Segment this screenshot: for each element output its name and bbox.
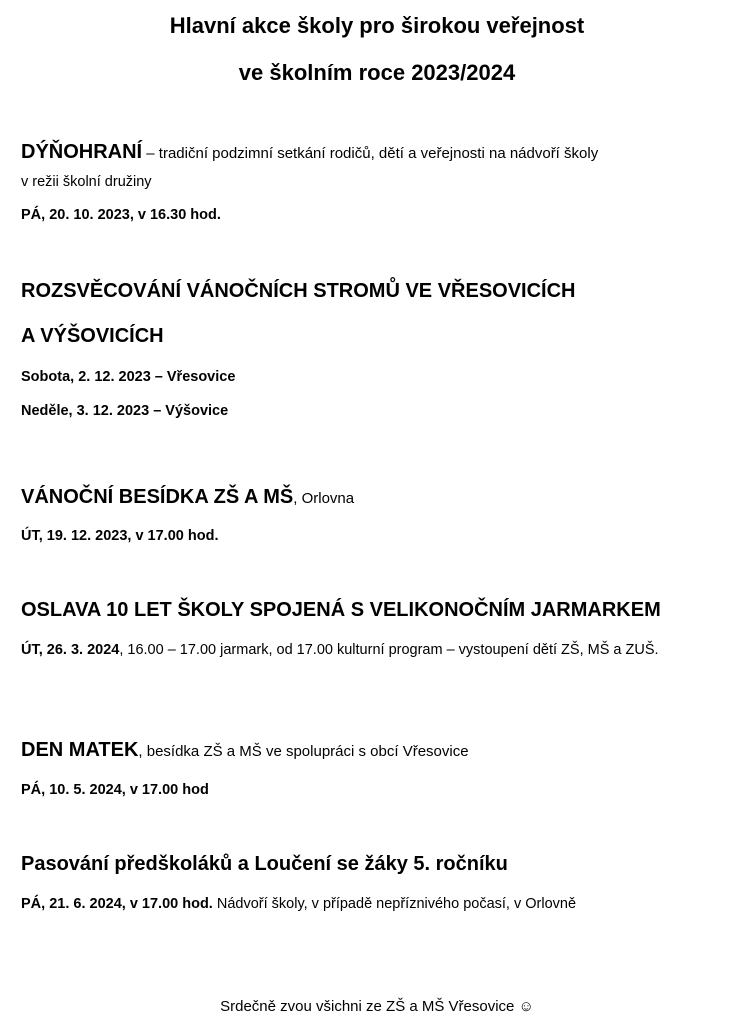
event-date: ÚT, 19. 12. 2023, v 17.00 hod. xyxy=(21,528,219,544)
event-date: Neděle, 3. 12. 2023 – Výšovice xyxy=(21,403,229,419)
event-title: ROZSVĚCOVÁNÍ VÁNOČNÍCH STROMŮ VE VŘESOVICÍCH xyxy=(21,280,576,302)
event-besidka xyxy=(21,484,354,512)
footer-text: Srdečně zvou všichni ze ZŠ a MŠ Vřesovice ☺ xyxy=(220,998,534,1015)
event-den-matek xyxy=(21,737,469,765)
event-detail-block xyxy=(21,894,576,914)
page-title-line1: Hlavní akce školy pro širokou veřejnost xyxy=(169,13,585,38)
event-description: , Orlovna xyxy=(293,490,355,507)
event-date: PÁ, 20. 10. 2023, v 16.30 hod. xyxy=(21,207,221,223)
event-title: DÝŇOHRANÍ xyxy=(21,141,143,163)
event-date: PÁ, 10. 5. 2024, v 17.00 hod xyxy=(21,782,209,798)
event-date: PÁ, 21. 6. 2024, v 17.00 hod. xyxy=(21,896,213,912)
event-detail-block xyxy=(21,640,721,660)
event-dynohrani xyxy=(21,139,598,167)
event-title-cont: A VÝŠOVICÍCH xyxy=(21,325,164,347)
event-date: ÚT, 26. 3. 2024 xyxy=(21,642,120,658)
event-description: , besídka ZŠ a MŠ ve spolupráci s obcí Vřesovice xyxy=(138,743,469,760)
event-title: OSLAVA 10 LET ŠKOLY SPOJENÁ S VELIKONOČNÍM JARMARKEM xyxy=(21,599,661,621)
event-date: Sobota, 2. 12. 2023 – Vřesovice xyxy=(21,369,236,385)
event-title: VÁNOČNÍ BESÍDKA ZŠ A MŠ xyxy=(21,486,294,508)
event-title: Pasování předškoláků a Loučení se žáky 5. ročníku xyxy=(21,853,508,875)
event-detail: , 16.00 – 17.00 jarmark, od 17.00 kulturní program – vystoupení dětí ZŠ, MŠ a ZUŠ. xyxy=(119,642,659,658)
event-detail: Nádvoří školy, v případě nepříznivého počasí, v Orlovně xyxy=(212,896,577,912)
page-title-line2: ve školním roce 2023/2024 xyxy=(238,60,516,85)
event-description: – tradiční podzimní setkání rodičů, dětí a veřejnosti na nádvoří školy xyxy=(142,145,599,162)
event-description-cont: v režii školní družiny xyxy=(21,174,152,190)
event-title: DEN MATEK xyxy=(21,739,139,761)
